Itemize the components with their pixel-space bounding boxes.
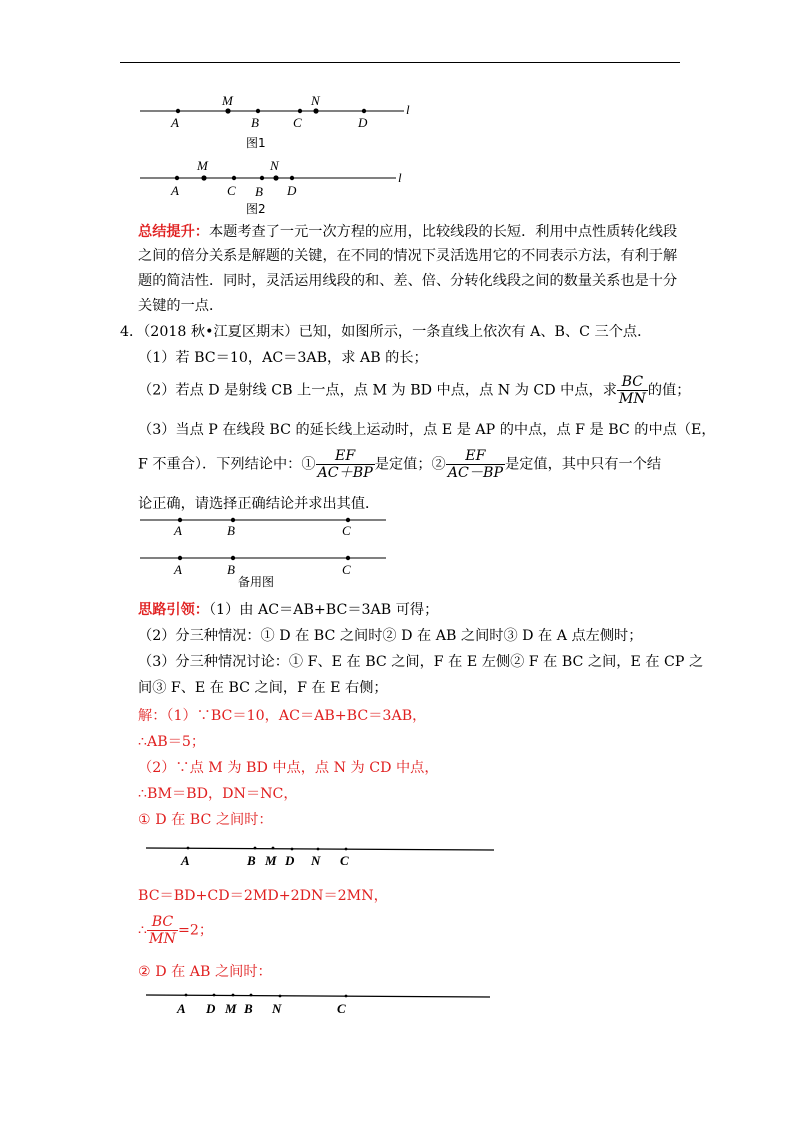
fig3-caption: 备用图 [238,575,275,589]
problem-q1: （1）若 BC＝10，AC＝3AB，求 AB 的长； [138,350,428,366]
fig1-point-M: M [222,93,233,108]
problem-q3-line-3: 论正确，请选择正确结论并求出其值． [138,496,380,512]
fig1-point-A: A [171,115,179,130]
fig2-point-B: B [255,184,263,199]
problem-q3-line-1: （3）当点 P 在线段 BC 的延长线上运动时，点 E 是 AP 的中点，点 F 是 BC 的中点（E， [138,422,716,438]
case1-point-A: A [181,853,190,868]
fig1-point-C: C [293,115,302,130]
case2-point-C: C [337,1001,346,1016]
hint-line-2: （2）分三种情况：① D 在 BC 之间时② D 在 AB 之间时③ D 在 A 点左侧时； [138,628,643,644]
problem-q2: （2）若点 D 是射线 CB 上一点，点 M 为 BD 中点，点 N 为 CD 中点，求 $\frac{BC}{MN}$ 的值； [138,374,691,407]
summary-line-4: 关键的一点． [138,298,224,314]
q3-fraction-1: $\frac{EF}{AC+BP}$ [317,448,373,481]
case2-point-N: N [272,1001,282,1016]
hint-line-4: 间③ F、E 在 BC 之间，F 在 E 右侧； [138,680,388,696]
solution-line-3: （2）∵点 M 为 BD 中点，点 N 为 CD 中点， [138,760,439,776]
fig1-point-D: D [358,115,368,130]
result-fraction: $\frac{BC}{MN}$ [149,914,176,947]
hint-label: 思路引领： [138,602,209,618]
problem-intro: 4．（2018 秋•江夏区期末）已知，如图所示，一条直线上依次有 A、B、C 三个点． [120,324,652,340]
fig2-point-N: N [270,158,279,173]
problem-q3-line-2: F 不重合）．下列结论中：① $\frac{EF}{AC+BP}$ 是定值；② $\frac{EF}{AC-BP}$ 是定值，其中只有一个结 [138,448,662,481]
case1-point-M: M [265,853,277,868]
fig1-line-label: l [406,102,410,117]
fig2-point-C: C [227,183,236,198]
solution-line-4: ∴BM＝BD，DN＝NC， [138,786,298,802]
case2-point-M: M [225,1001,237,1016]
fig2-point-D: D [287,183,297,198]
summary-line-1: 总结提升：本题考查了一元一次方程的应用，比较线段的长短．利用中点性质转化线段 [138,224,678,240]
fig2-line-label: l [398,170,402,185]
q2-fraction: $\frac{BC}{MN}$ [618,374,646,407]
fig3-b-point-A: A [174,562,182,577]
solution-eq-1: BC＝BD+CD＝2MD+2DN＝2MN， [138,888,388,904]
solution-case-1: ① D 在 BC 之间时： [138,812,273,828]
case1-point-N: N [311,853,321,868]
solution-line-2: ∴AB＝5； [138,734,206,750]
case2-point-D: D [206,1001,216,1016]
summary-line-3: 题的简洁性．同时，灵活运用线段的和、差、倍、分转化线段之间的数量关系也是十分 [138,273,678,289]
fig3-a-point-A: A [174,523,182,538]
solution-case-2: ② D 在 AB 之间时： [138,964,272,980]
summary-label: 总结提升： [138,224,209,240]
hint-line-3: （3）分三种情况讨论：① F、E 在 BC 之间，F 在 E 左侧② F 在 BC 之间，E 在 CP 之 [138,654,704,670]
solution-line-1: 解：（1）∵BC＝10，AC＝AB+BC＝3AB， [138,708,427,724]
case2-point-A: A [177,1001,186,1016]
fig1-point-N: N [311,93,320,108]
case2-point-B: B [244,1001,253,1016]
solution-result-1: ∴ $\frac{BC}{MN}$ =2； [138,914,214,947]
fig3-b-point-B: B [227,562,235,577]
fig3-a-point-B: B [227,523,235,538]
fig2-caption: 图2 [246,202,266,216]
case1-point-B: B [247,853,256,868]
fig2-point-M: M [197,158,208,173]
fig3-a-point-C: C [342,523,351,538]
q3-fraction-2: $\frac{EF}{AC-BP}$ [447,448,503,481]
case1-point-D: D [285,853,295,868]
fig1-caption: 图1 [246,136,266,150]
fig1-point-B: B [251,115,259,130]
summary-line-2: 之间的倍分关系是解题的关键，在不同的情况下灵活选用它的不同表示方法，有利于解 [138,248,678,264]
fig3-b-point-C: C [342,562,351,577]
case1-point-C: C [340,853,349,868]
hint-line-1: 思路引领：（1）由 AC＝AB+BC＝3AB 可得； [138,602,439,618]
fig2-point-A: A [171,183,179,198]
